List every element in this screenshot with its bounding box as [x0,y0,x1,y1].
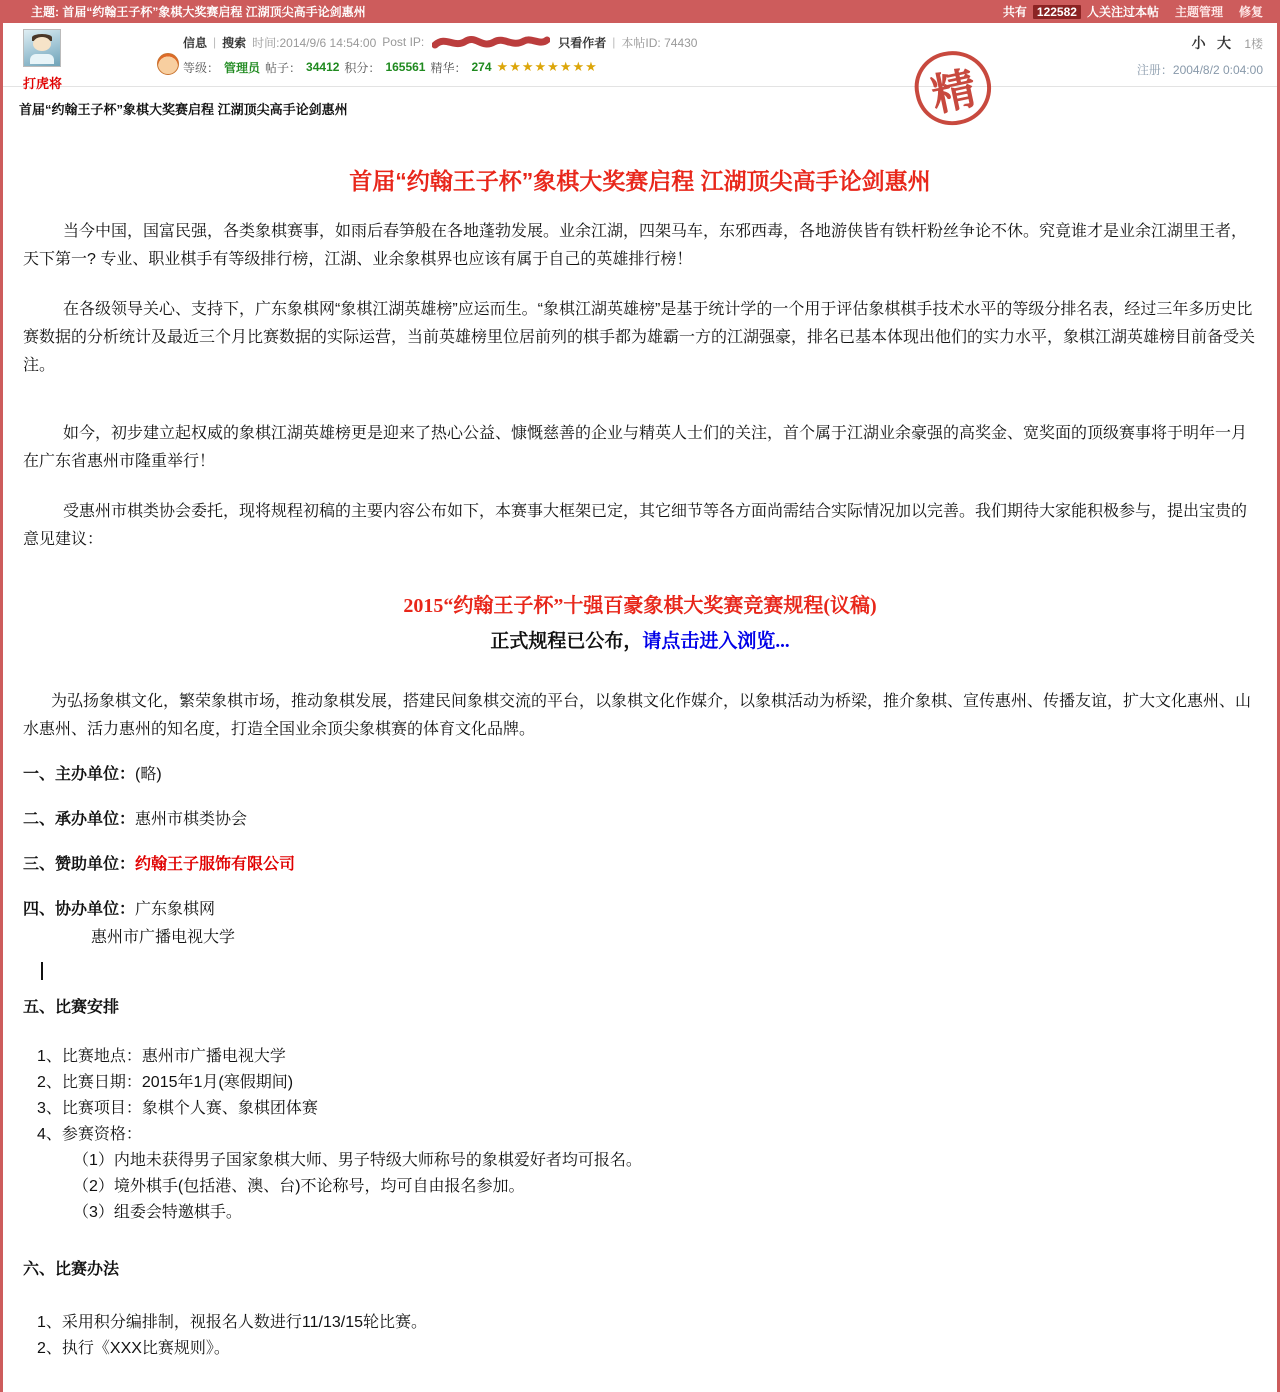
search-link[interactable]: 搜索 [222,35,247,50]
star-icon: ★ [547,59,560,74]
view-regulations-link[interactable]: 请点击进入浏览... [642,631,790,652]
list-item: 3、比赛项目：象棋个人赛、象棋团体赛 [37,1100,318,1117]
post-header-right [1043,29,1263,86]
thread-title: 首届“约翰王子杯”象棋大奖赛启程 江湖顶尖高手论剑惠州 [19,102,348,117]
ip-redaction-scribble [432,33,550,51]
post-time: 时间:2014/9/6 14:54:00 [252,35,377,50]
essence-label: 精华： [430,60,467,75]
post-info-column [183,29,1043,86]
article-title: 首届“约翰王子杯”象棋大奖赛启程 江湖顶尖高手论剑惠州 [349,168,931,194]
post-info-line2 [183,55,1043,79]
star-icon: ★ [534,59,548,74]
post-ip-label: Post IP: [382,35,425,49]
list-item: 2、执行《XXX比赛规则》。 [37,1340,230,1357]
divider: | [612,35,616,49]
register-date: 注册：2004/8/2 0:04:00 [1136,63,1263,77]
announce-line [23,628,1257,656]
paragraph: 如今，初步建立起权威的象棋江湖英雄榜更是迎来了热心公益、慷慨慈善的企业与精英人士们的关注，首个属于江湖业余豪强的高奖金、宽奖面的顶级赛事将于明年一月在广东省惠州市隆重举行！ [23,425,1248,470]
posts-label: 帖子： [265,60,302,75]
list-item: 4、参赛资格： [37,1126,142,1143]
section6-list [23,1310,1257,1362]
level-value: 管理员 [224,60,261,75]
star-icon: ★ [509,59,522,74]
section6-heading: 六、比赛办法 [23,1261,120,1278]
font-large-button[interactable]: 大 [1216,35,1231,51]
announce-text: 正式规程已公布， [490,631,643,652]
avatar-art [30,54,54,64]
info-link[interactable]: 信息 [183,35,208,50]
list-item: 1、采用积分编排制，视报名人数进行11/13/15轮比赛。 [37,1314,427,1331]
topic-bar-title: 主题: 首届“约翰王子杯”象棋大奖赛启程 江湖顶尖高手论剑惠州 [31,5,366,19]
text-cursor [41,962,43,980]
org-item-host: 一、主办单位：(略) [23,766,162,783]
floor-number: 1楼 [1244,37,1263,51]
paragraph: 当今中国，国富民强，各类象棋赛事，如雨后春笋般在各地蓬勃发展。业余江湖，四架马车，东邪西毒，各地游侠皆有铁杆粉丝争论不休。究竟谁才是业余江湖里王者，天下第一? 专业、职业棋手有等级排行榜，江湖、业余象棋界也应该有属于自己的英雄排行榜！ [23,223,1248,268]
points-value: 165561 [385,60,426,74]
smiley-face-icon [157,53,179,75]
org-item-sponsor: 三、赞助单位：约翰王子服饰有限公司 [23,856,296,873]
repair-link[interactable]: 修复 [1238,5,1263,19]
section5-list [23,1044,1257,1226]
star-icon: ★ [496,59,510,74]
section5-sublist [37,1148,1257,1226]
essence-stamp-icon: 精 [908,44,998,132]
paragraph: 受惠州市棋类协会委托，现将规程初稿的主要内容公布如下，本赛事大框架已定，其它细节等各方面尚需结合实际情况加以完善。我们期待大家能积极参与，提出宝贵的意见建议： [23,503,1248,548]
article-body [3,166,1277,1392]
level-label: 等级： [183,60,220,75]
essence-value: 274 [471,60,492,74]
post-info-line1 [183,31,1043,53]
views-count: 122582 [1033,5,1081,19]
star-icon: ★ [572,59,586,74]
list-item: （1）内地未获得男子国家象棋大师、男子特级大师称号的象棋爱好者均可报名。 [73,1152,642,1169]
topic-bar-right [1003,3,1263,20]
font-small-button[interactable]: 小 [1191,35,1206,51]
org-item-coorganizer-line2: 惠州市广播电视大学 [91,929,236,946]
regulations-subtitle: 2015“约翰王子杯”十强百豪象棋大奖赛竞赛规程(议稿) [403,595,877,617]
post-id: 本帖ID: 74430 [621,35,698,50]
section5-heading: 五、比赛安排 [23,999,120,1016]
posts-value: 34412 [306,60,340,74]
views-prefix: 共有 [1002,5,1027,19]
paragraph: 在各级领导关心、支持下，广东象棋网“象棋江湖英雄榜”应运而生。“象棋江湖英雄榜”是基于统计学的一个用于评估象棋棋手技术水平的等级分排名表，经过三年多历史比赛数据的分析统计及最近三个月比赛数据的实际运营，当前英雄榜里位居前列的棋手都为雄霸一方的江湖强豪，排名已基本体现出他们的实力水平，象棋江湖英雄榜目前备受关注。 [23,301,1256,374]
topic-manage-link[interactable]: 主题管理 [1174,5,1223,19]
username[interactable]: 打虎将 [23,76,63,91]
star-icon: ★ [521,59,535,74]
views-suffix: 人关注过本帖 [1086,5,1159,19]
star-icon: ★ [559,59,573,74]
only-author-link[interactable]: 只看作者 [558,35,607,50]
avatar[interactable] [23,29,61,67]
org-item-coorganizer: 四、协办单位：广东象棋网 惠州市广播电视大学 [23,896,1257,952]
star-row [497,59,598,75]
list-item: （2）境外棋手(包括港、澳、台)不论称号，均可自由报名参加。 [73,1178,525,1195]
list-item: （3）组委会特邀棋手。 [73,1204,242,1221]
org-item-organizer: 二、承办单位：惠州市棋类协会 [23,811,248,828]
star-icon: ★ [585,59,598,74]
list-item: 2、比赛日期：2015年1月(寒假期间) [37,1074,294,1091]
intro-paragraph: 为弘扬象棋文化，繁荣象棋市场，推动象棋发展，搭建民间象棋交流的平台，以象棋文化作媒介，以象棋活动为桥梁，推介象棋、宣传惠州、传播友谊，扩大文化惠州、山水惠州、活力惠州的知名度，打造全国业余顶尖象棋赛的体育文化品牌。 [23,693,1252,738]
list-item: 1、比赛地点：惠州市广播电视大学 [37,1048,286,1065]
divider: | [213,35,217,49]
avatar-art [33,37,51,51]
topic-bar [3,0,1277,23]
points-label: 积分： [344,60,381,75]
